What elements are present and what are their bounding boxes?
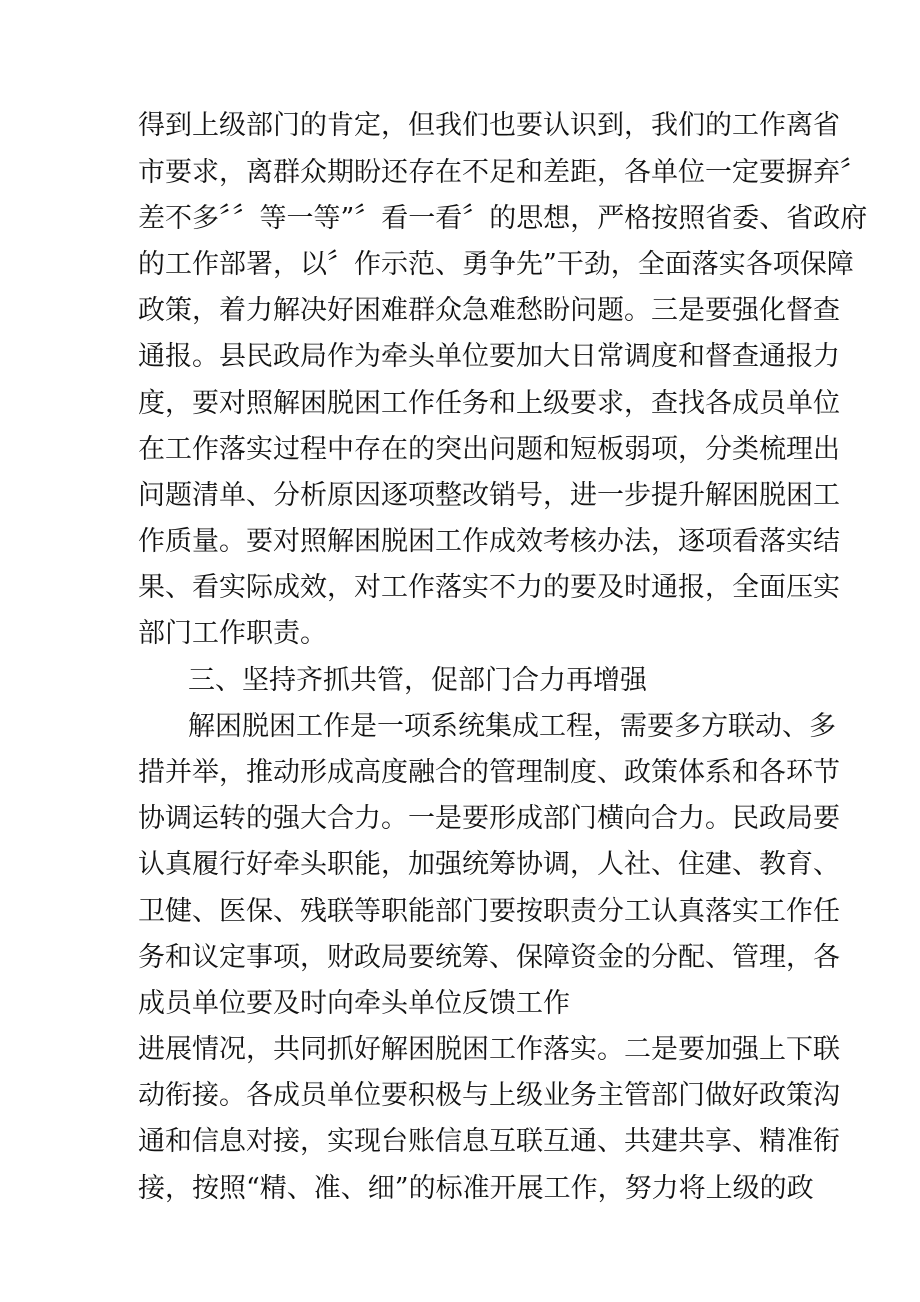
text-line-22: 动衔接。各成员单位要积极与上级业务主管部门做好政策沟 <box>138 1080 840 1111</box>
text-line-7: 度，要对照解困脱困工作任务和上级要求，查找各成员单位 <box>138 388 840 419</box>
text-line-4: 的工作部署，以〞作示范、勇争先”干劲，全面落实各项保障 <box>138 249 854 280</box>
text-line-5: 政策，着力解决好困难群众急难愁盼问题。三是要强化督查 <box>138 295 840 326</box>
text-line-17: 认真履行好牵头职能，加强统筹协调，人社、住建、教育、 <box>138 849 840 880</box>
text-line-20: 成员单位要及时向牵头单位反馈工作 <box>138 988 570 1019</box>
text-line-12: 部门工作职责。 <box>138 618 327 649</box>
text-line-8: 在工作落实过程中存在的突出问题和短板弱项，分类梳理出 <box>138 434 840 465</box>
text-line-9: 问题清单、分析原因逐项整改销号，进一步提升解困脱困工 <box>138 480 840 511</box>
text-line-24: 接，按照“精、准、细”的标准开展工作，努力将上级的政 <box>138 1173 814 1204</box>
text-line-1: 得到上级部门的肯定，但我们也要认识到，我们的工作离省 <box>138 110 840 141</box>
text-line-14: 解困脱困工作是一项系统集成工程，需要多方联动、多 <box>188 711 836 742</box>
text-line-3: 差不多〞〞等一等”〞看一看〞的思想，严格按照省委、省政府 <box>138 203 868 234</box>
text-line-21: 进展情况，共同抓好解困脱困工作落实。二是要加强上下联 <box>138 1034 840 1065</box>
section-heading: 三、坚持齐抓共管，促部门合力再增强 <box>188 665 647 696</box>
text-line-19: 务和议定事项，财政局要统筹、保障资金的分配、管理，各 <box>138 942 840 973</box>
text-line-10: 作质量。要对照解困脱困工作成效考核办法，逐项看落实结 <box>138 526 840 557</box>
text-line-15: 措并举，推动形成高度融合的管理制度、政策体系和各环节 <box>138 757 840 788</box>
text-line-16: 协调运转的强大合力。一是要形成部门横向合力。民政局要 <box>138 803 840 834</box>
text-line-2: 市要求，离群众期盼还存在不足和差距，各单位一定要摒弃〞 <box>138 157 867 188</box>
text-line-11: 果、看实际成效，对工作落实不力的要及时通报，全面压实 <box>138 572 840 603</box>
text-line-18: 卫健、医保、残联等职能部门要按职责分工认真落实工作任 <box>138 896 840 927</box>
text-line-6: 通报。县民政局作为牵头单位要加大日常调度和督查通报力 <box>138 341 840 372</box>
text-line-23: 通和信息对接，实现台账信息互联互通、共建共享、精准衔 <box>138 1126 840 1157</box>
